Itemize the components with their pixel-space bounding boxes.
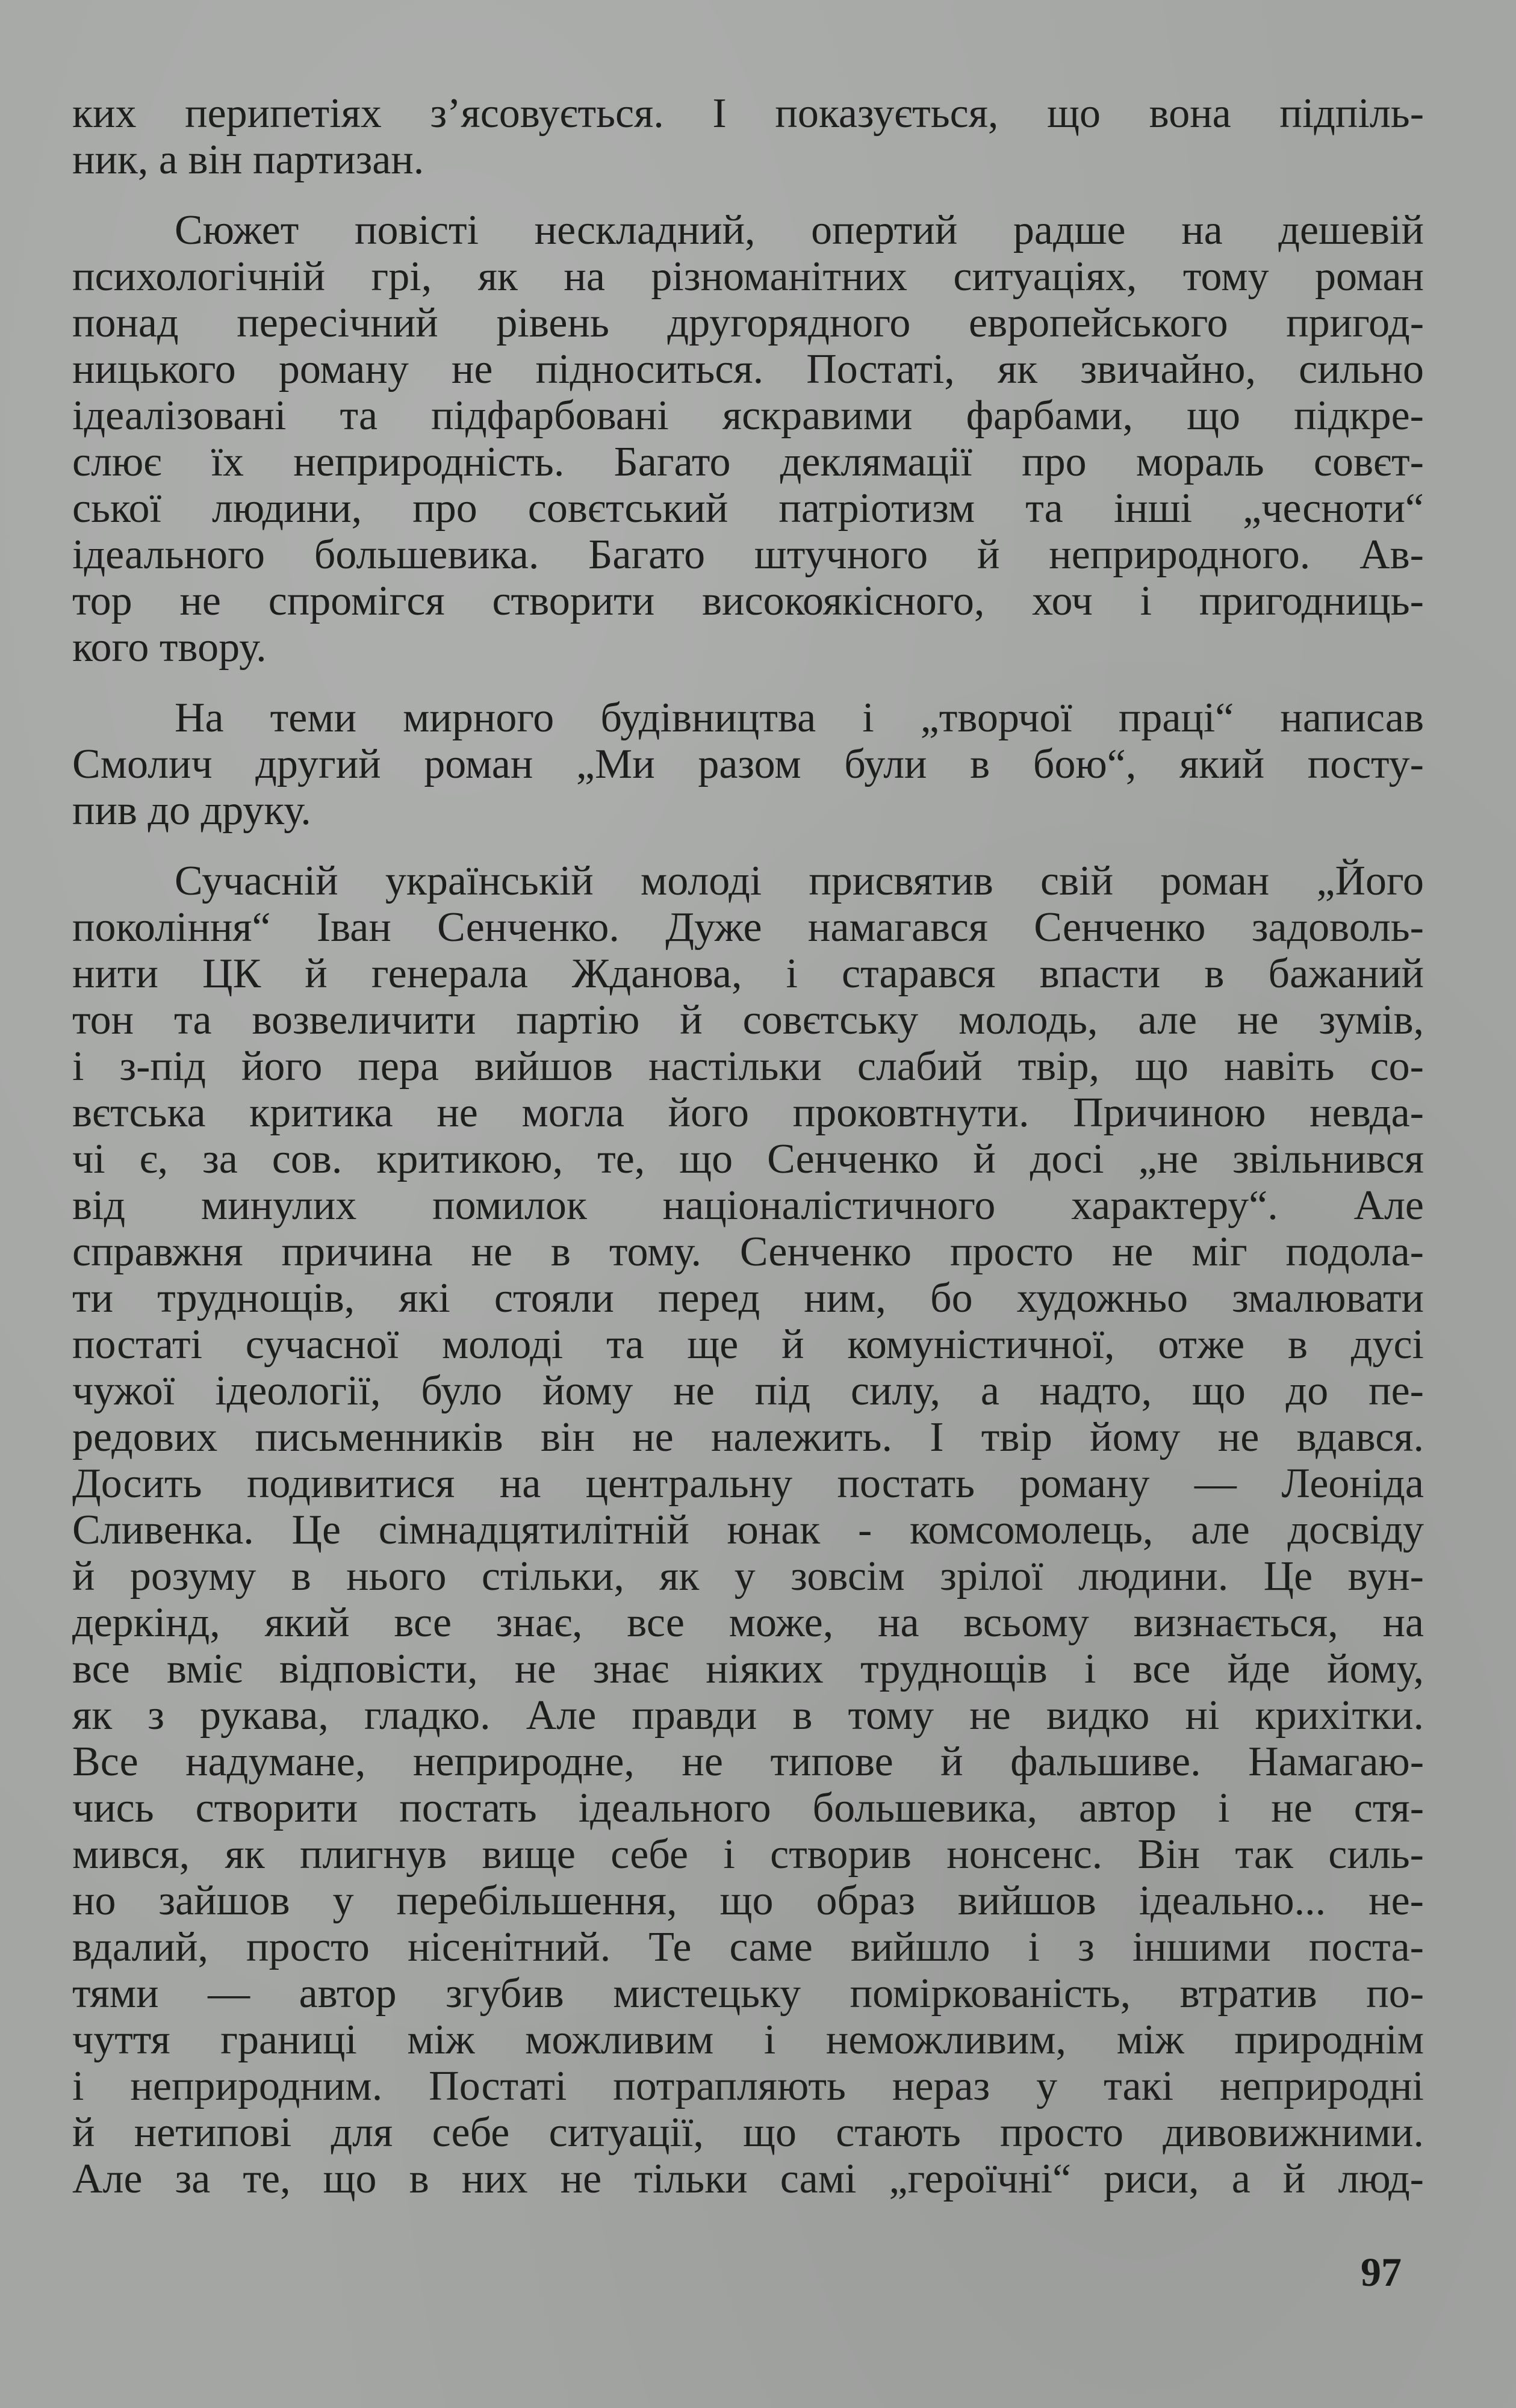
text-line: вдалий, просто нісенітний. Те саме вийшло і з іншими поста- <box>72 1924 1424 1970</box>
text-line: тон та возвеличити партію й совєтську молодь, але не зумів, <box>72 997 1424 1043</box>
text-line: На теми мирного будівництва і „творчої праці“ написав <box>175 695 1424 741</box>
text-line: ідеалізовані та підфарбовані яскравими фарбами, що підкре- <box>72 393 1424 439</box>
text-line: і з-під його пера вийшов настільки слабий твір, що навіть со- <box>72 1043 1424 1090</box>
paragraph-1 <box>72 90 1424 183</box>
text-line: чуття границі між можливим і неможливим, між природнім <box>72 2017 1424 2063</box>
text-line: покоління“ Іван Сенченко. Дуже намагався Сенченко задоволь- <box>72 904 1424 951</box>
text-line: справжня причина не в тому. Сенченко просто не міг подола- <box>72 1229 1424 1275</box>
paragraph-4 <box>72 858 1424 2202</box>
text-line: й нетипові для себе ситуації, що стають просто дивовижними. <box>72 2109 1424 2156</box>
text-line: слює їх неприродність. Багато деклямації про мораль совєт- <box>72 439 1424 485</box>
text-line: кого твору. <box>72 624 267 671</box>
text-line: чі є, за сов. критикою, те, що Сенченко й досі „не звільнився <box>72 1136 1424 1182</box>
text-line: деркінд, який все знає, все може, на всьому визнається, на <box>72 1600 1424 1646</box>
text-line: понад пересічний рівень другорядного европейського пригод- <box>72 300 1424 346</box>
text-line: постаті сучасної молоді та ще й комуністичної, отже в дусі <box>72 1321 1424 1368</box>
text-line: Сливенка. Це сімнадцятилітній юнак - комсомолець, але досвіду <box>72 1507 1424 1553</box>
text-line: психологічній грі, як на різноманітних ситуаціях, тому роман <box>72 253 1424 300</box>
text-line: чужої ідеології, було йому не під силу, а надто, що до пе- <box>72 1368 1424 1414</box>
text-line: Все надумане, неприродне, не типове й фальшиве. Намагаю- <box>72 1739 1424 1785</box>
text-line: ницького роману не підноситься. Постаті, як звичайно, сильно <box>72 346 1424 393</box>
text-line: Але за те, що в них не тільки самі „героїчні“ риси, а й люд- <box>72 2156 1424 2202</box>
paragraph-3 <box>72 695 1424 834</box>
text-line: і неприродним. Постаті потрапляють нераз у такі неприродні <box>72 2063 1424 2109</box>
text-line: Сучасній українській молоді присвятив свій роман „Його <box>175 858 1424 904</box>
text-line: вєтська критика не могла його проковтнути. Причиною невда- <box>72 1090 1424 1136</box>
text-line: ської людини, про совєтський патріотизм та інші „чесноти“ <box>72 485 1424 532</box>
page-body <box>72 90 1424 2226</box>
text-line: но зайшов у перебільшення, що образ вийшов ідеально... не- <box>72 1878 1424 1924</box>
page-number: 97 <box>1361 2249 1402 2295</box>
text-line: й розуму в нього стільки, як у зовсім зрілої людини. Це вун- <box>72 1553 1424 1600</box>
text-line: ідеального большевика. Багато штучного й неприродного. Ав- <box>72 532 1424 578</box>
text-line: тор не спромігся створити високоякісного, хоч і пригодниць- <box>72 578 1424 624</box>
text-line: ких перипетіях з’ясовується. І показується, що вона підпіль- <box>72 90 1424 137</box>
text-line: редових письменників він не належить. І твір йому не вдався. <box>72 1414 1424 1460</box>
text-line: від минулих помилок націоналістичного характеру“. Але <box>72 1182 1424 1229</box>
text-line: тями — автор згубив мистецьку поміркованість, втратив по- <box>72 1970 1424 2017</box>
text-line: мився, як плигнув вище себе і створив нонсенс. Він так силь- <box>72 1831 1424 1878</box>
paragraph-2 <box>72 207 1424 671</box>
text-line: Сюжет повісті нескладний, опертий радше на дешевій <box>175 207 1424 253</box>
text-line: Досить подивитися на центральну постать роману — Леоніда <box>72 1460 1424 1507</box>
text-line: ник, а він партизан. <box>72 137 424 183</box>
text-line: пив до друку. <box>72 787 311 834</box>
text-line: Смолич другий роман „Ми разом були в бою“, який посту- <box>72 741 1424 787</box>
text-line: ти труднощів, які стояли перед ним, бо художньо змалювати <box>72 1275 1424 1321</box>
text-line: чись створити постать ідеального большевика, автор і не стя- <box>72 1785 1424 1831</box>
text-line: нити ЦК й генерала Жданова, і старався впасти в бажаний <box>72 951 1424 997</box>
text-line: як з рукава, гладко. Але правди в тому не видко ні крихітки. <box>72 1692 1424 1739</box>
text-line: все вміє відповісти, не знає ніяких труднощів і все йде йому, <box>72 1646 1424 1692</box>
